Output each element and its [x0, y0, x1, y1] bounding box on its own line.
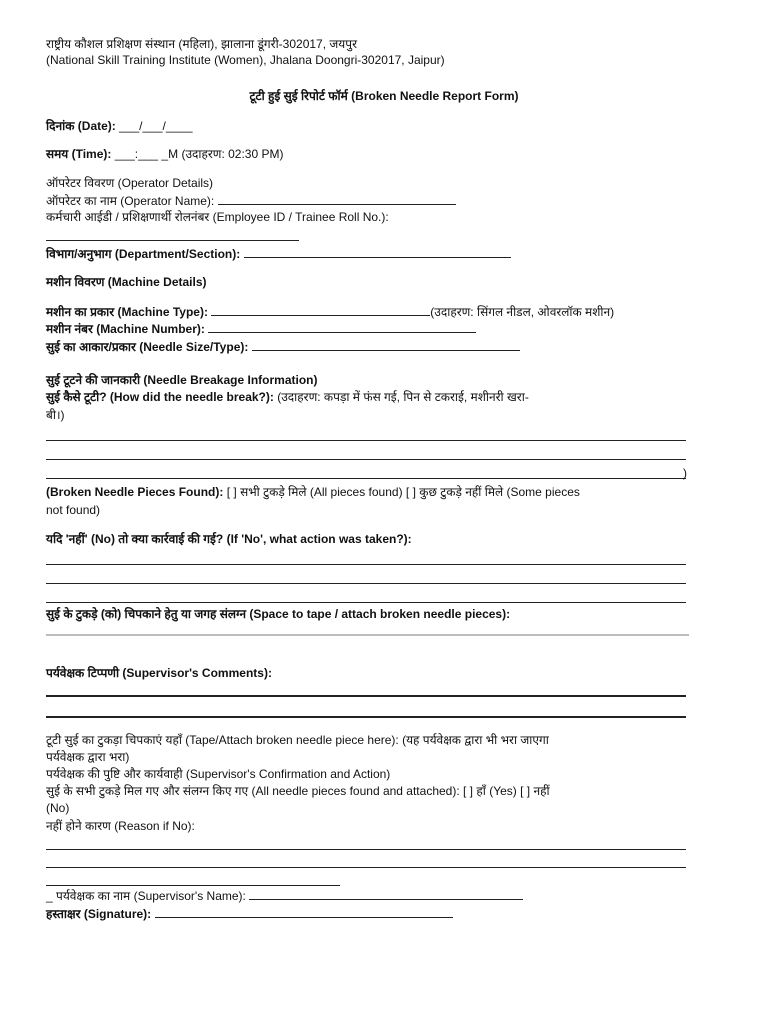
some-not-found-english: (Some pieces — [506, 485, 580, 499]
institute-name-english: (National Skill Training Institute (Women), Jhalana Doongri-302017, Jaipur) — [46, 53, 445, 67]
machine-number-label: मशीन नंबर (Machine Number): — [46, 322, 205, 336]
form-title-english: (Broken Needle Report Form) — [351, 89, 519, 103]
comments-line-1[interactable] — [46, 695, 686, 697]
how-broke-line-1[interactable] — [46, 440, 686, 441]
machine-heading: मशीन विवरण (Machine Details) — [46, 275, 207, 289]
form-title — [0, 89, 768, 104]
some-not-found-english-cont: not found) — [46, 503, 101, 517]
how-broke-label: सुई कैसे टूटी? (How did the needle break?): — [46, 390, 274, 404]
needle-size-field[interactable] — [46, 339, 520, 355]
breakage-heading: सुई टूटने की जानकारी (Needle Breakage Information) — [46, 373, 318, 387]
reason-line-1[interactable] — [46, 849, 686, 850]
needle-size-label: सुई का आकार/प्रकार (Needle Size/Type): — [46, 340, 249, 354]
signature-line[interactable] — [155, 906, 453, 918]
all-attached-label: सुई के सभी टुकड़े मिल गए और संलग्न किए गए (All needle pieces found and attached): — [46, 784, 460, 798]
some-not-found-checkbox[interactable]: [ ] — [405, 485, 416, 499]
attach-space-label: सुई के टुकड़े (को) चिपकाने हेतु या जगह संलग्न (Space to tape / attach broken needle pieces): — [46, 607, 511, 621]
signature-field[interactable] — [46, 906, 453, 922]
how-broke-close-paren: ) — [683, 466, 687, 480]
department-field[interactable] — [46, 246, 511, 262]
supervisor-comments-label: पर्यवेक्षक टिप्पणी (Supervisor's Comments): — [46, 666, 272, 680]
institute-name-hindi: राष्ट्रीय कौशल प्रशिक्षण संस्थान (महिला), झालाना डूंगरी-302017, जयपुर — [46, 37, 357, 51]
employee-id-label: कर्मचारी आईडी / प्रशिक्षणार्थी रोलनंबर (Employee ID / Trainee Roll No.): — [46, 210, 389, 224]
reason-line-3[interactable] — [46, 885, 340, 886]
all-found-checkbox[interactable]: [ ] — [226, 485, 237, 499]
operator-name-label: ऑपरेटर का नाम (Operator Name): — [46, 194, 215, 208]
tape-here-row — [46, 733, 549, 748]
reason-if-no-label: नहीं होने कारण (Reason if No): — [46, 819, 195, 833]
date-label: दिनांक (Date): — [46, 119, 116, 133]
tape-here-note: (यह पर्यवेक्षक द्वारा भी भरा जाएगा — [402, 733, 549, 747]
no-hindi: नहीं — [533, 784, 550, 798]
action-line-3[interactable] — [46, 602, 686, 603]
how-broke-example-cont: बी।) — [46, 408, 65, 422]
yes-hindi: हाँ — [476, 784, 486, 798]
tape-here-note-cont: पर्यवेक्षक द्वारा भरा) — [46, 750, 130, 764]
tape-here-label: टूटी सुई का टुकड़ा चिपकाएं यहाँ (Tape/Attach broken needle piece here): — [46, 733, 399, 747]
section-divider — [46, 634, 689, 636]
time-label: समय (Time): — [46, 147, 112, 161]
machine-number-field[interactable] — [46, 321, 476, 337]
pieces-found-label: (Broken Needle Pieces Found): — [46, 485, 224, 499]
if-no-action-label: यदि 'नहीं' (No) तो क्या कार्रवाई की गई? (If 'No', what action was taken?): — [46, 532, 412, 546]
how-broke-line-3[interactable] — [46, 478, 686, 479]
department-line[interactable] — [244, 246, 511, 258]
action-line-2[interactable] — [46, 583, 686, 584]
how-broke-example: (उदाहरण: कपड़ा में फंस गई, पिन से टकराई, मशीनरी खरा- — [277, 390, 529, 404]
needle-size-line[interactable] — [252, 339, 520, 351]
all-attached-row — [46, 784, 550, 799]
supervisor-name-prefix: _ — [46, 889, 53, 903]
reason-line-2[interactable] — [46, 867, 686, 868]
no-english: (No) — [46, 801, 70, 815]
action-line-1[interactable] — [46, 564, 686, 565]
no-checkbox[interactable]: [ ] — [520, 784, 531, 798]
department-label: विभाग/अनुभाग (Department/Section): — [46, 247, 241, 261]
machine-type-label: मशीन का प्रकार (Machine Type): — [46, 305, 208, 319]
machine-type-line[interactable] — [211, 304, 430, 316]
date-value[interactable]: ___/___/____ — [119, 119, 193, 133]
operator-name-field[interactable] — [46, 193, 456, 209]
time-value[interactable]: ___:___ _M — [114, 147, 179, 161]
how-broke-field — [46, 390, 529, 405]
some-not-found-hindi: कुछ टुकड़े नहीं मिले — [419, 485, 504, 499]
all-found-english: (All pieces found) — [309, 485, 403, 499]
comments-line-2[interactable] — [46, 716, 686, 718]
yes-english: (Yes) — [489, 784, 517, 798]
time-field[interactable] — [46, 147, 284, 162]
supervisor-name-label: पर्यवेक्षक का नाम (Supervisor's Name): — [56, 889, 246, 903]
operator-heading: ऑपरेटर विवरण (Operator Details) — [46, 176, 214, 190]
supervisor-confirmation-label: पर्यवेक्षक की पुष्टि और कार्यवाही (Supervisor's Confirmation and Action) — [46, 767, 391, 781]
machine-type-example: (उदाहरण: सिंगल नीडल, ओवरलॉक मशीन) — [430, 305, 615, 319]
employee-id-line[interactable] — [46, 240, 299, 241]
date-field[interactable] — [46, 119, 193, 134]
pieces-found-row — [46, 485, 580, 500]
machine-number-line[interactable] — [208, 321, 476, 333]
all-found-hindi: सभी टुकड़े मिले — [240, 485, 307, 499]
signature-label: हस्ताक्षर (Signature): — [46, 907, 152, 921]
operator-name-line[interactable] — [218, 193, 456, 205]
machine-type-field[interactable] — [46, 304, 614, 320]
yes-checkbox[interactable]: [ ] — [463, 784, 474, 798]
time-example: (उदाहरण: 02:30 PM) — [181, 147, 284, 161]
supervisor-name-line[interactable] — [249, 888, 523, 900]
supervisor-name-field[interactable] — [46, 888, 523, 904]
form-title-hindi: टूटी हुई सुई रिपोर्ट फॉर्म — [249, 89, 348, 103]
how-broke-line-2[interactable] — [46, 459, 686, 460]
